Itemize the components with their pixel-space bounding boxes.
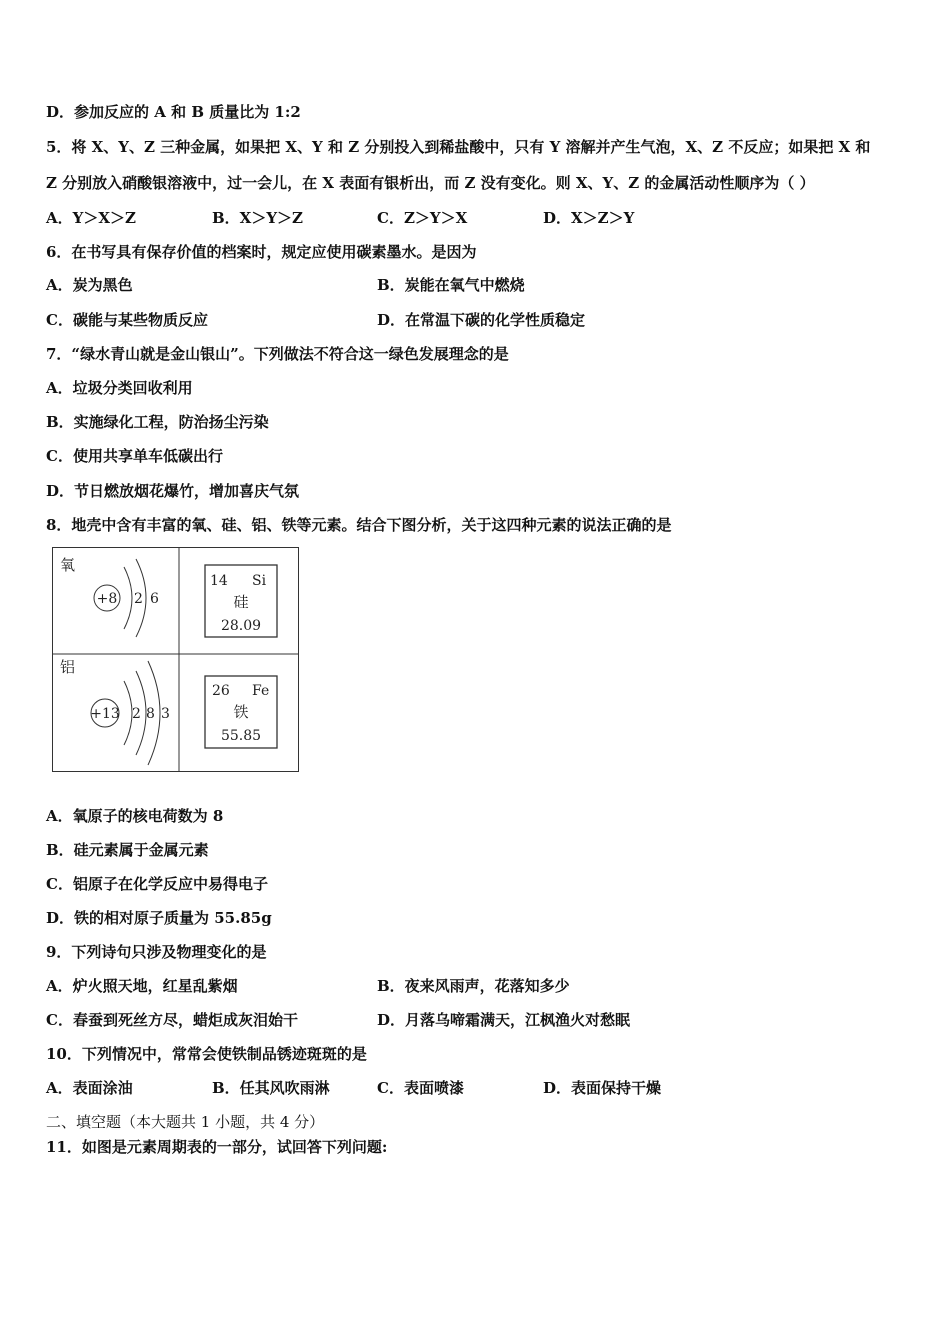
q8-option-c: C．铝原子在化学反应中易得电子 [46,875,268,893]
q9-option-a: A．炉火照天地，红星乱紫烟 [46,977,238,995]
q10-option-c: C．表面喷漆 [377,1079,464,1097]
q9-stem: 9．下列诗句只涉及物理变化的是 [46,943,267,961]
iron-number: 26 [212,683,230,699]
aluminum-atom-diagram [90,661,170,765]
q7-option-c: C．使用共享单车低碳出行 [46,447,223,465]
aluminum-shell-1-arc [124,681,132,745]
silicon-number: 14 [210,573,228,589]
q5-option-b: B．X＞Y＞Z [212,209,303,227]
aluminum-nucleus: +13 [90,706,120,722]
iron-cell [205,676,277,748]
q10-option-a: A．表面涂油 [46,1079,133,1097]
q10-option-b: B．任其风吹雨淋 [212,1079,330,1097]
element-figure [52,547,299,772]
q5-stem-line1: 5．将 X、Y、Z 三种金属，如果把 X、Y 和 Z 分别投入到稀盐酸中，只有 Y 溶解并产生气泡，X、Z 不反应；如果把 X 和 [46,138,871,156]
q5-option-c: C．Z＞Y＞X [377,209,468,227]
q10-option-d: D．表面保持干燥 [543,1079,662,1097]
q5-stem-line2: Z 分别放入硝酸银溶液中，过一会儿，在 X 表面有银析出，而 Z 没有变化。则 X、Y、Z 的金属活动性顺序为（ ） [46,174,815,192]
q11-stem: 11．如图是元素周期表的一部分，试回答下列问题: [46,1138,388,1156]
iron-mass: 55.85 [220,728,262,744]
q9-option-b: B．夜来风雨声，花落知多少 [377,977,570,995]
q7-option-b: B．实施绿化工程，防治扬尘污染 [46,413,269,431]
oxygen-shell-1-arc [124,567,132,629]
aluminum-shell-2: 8 [146,706,155,722]
q5-option-a: A．Y＞X＞Z [46,209,136,227]
q6-stem: 6．在书写具有保存价值的档案时，规定应使用碳素墨水。是因为 [46,243,477,261]
silicon-mass: 28.09 [220,618,262,634]
q6-option-a: A．炭为黑色 [46,276,133,294]
q8-option-b: B．硅元素属于金属元素 [46,841,209,859]
aluminum-shell-1: 2 [132,706,141,722]
oxygen-nucleus: +8 [96,591,118,607]
q8-stem: 8．地壳中含有丰富的氧、硅、铝、铁等元素。结合下图分析，关于这四种元素的说法正确的是 [46,516,672,534]
q4-option-d: D．参加反应的 A 和 B 质量比为 1:2 [46,103,301,121]
oxygen-label: 氧 [60,556,76,574]
q7-option-d: D．节日燃放烟花爆竹，增加喜庆气氛 [46,482,300,500]
aluminum-shell-3: 3 [161,706,170,722]
q8-option-d: D．铁的相对原子质量为 55.85g [46,909,272,927]
iron-symbol: Fe [252,683,270,699]
q7-stem: 7．“绿水青山就是金山银山”。下列做法不符合这一绿色发展理念的是 [46,345,509,363]
oxygen-atom-diagram [94,559,159,637]
oxygen-shell-2: 6 [150,591,159,607]
silicon-cell [205,565,277,637]
q9-option-d: D．月落乌啼霜满天，江枫渔火对愁眠 [377,1011,631,1029]
q7-option-a: A．垃圾分类回收利用 [46,379,193,397]
silicon-name: 硅 [233,593,249,611]
q8-option-a: A．氧原子的核电荷数为 8 [46,807,224,825]
aluminum-label: 铝 [60,658,76,676]
q6-option-c: C．碳能与某些物质反应 [46,311,208,329]
oxygen-shell-1: 2 [134,591,143,607]
q9-option-c: C．春蚕到死丝方尽，蜡炬成灰泪始干 [46,1011,298,1029]
q5-option-d: D．X＞Z＞Y [543,209,635,227]
q6-option-b: B．炭能在氧气中燃烧 [377,276,525,294]
q10-stem: 10．下列情况中，常常会使铁制品锈迹斑斑的是 [46,1045,367,1063]
q6-option-d: D．在常温下碳的化学性质稳定 [377,311,586,329]
iron-name: 铁 [233,703,249,721]
section-2-heading: 二、填空题（本大题共 1 小题，共 4 分） [46,1113,325,1131]
silicon-symbol: Si [252,573,267,589]
